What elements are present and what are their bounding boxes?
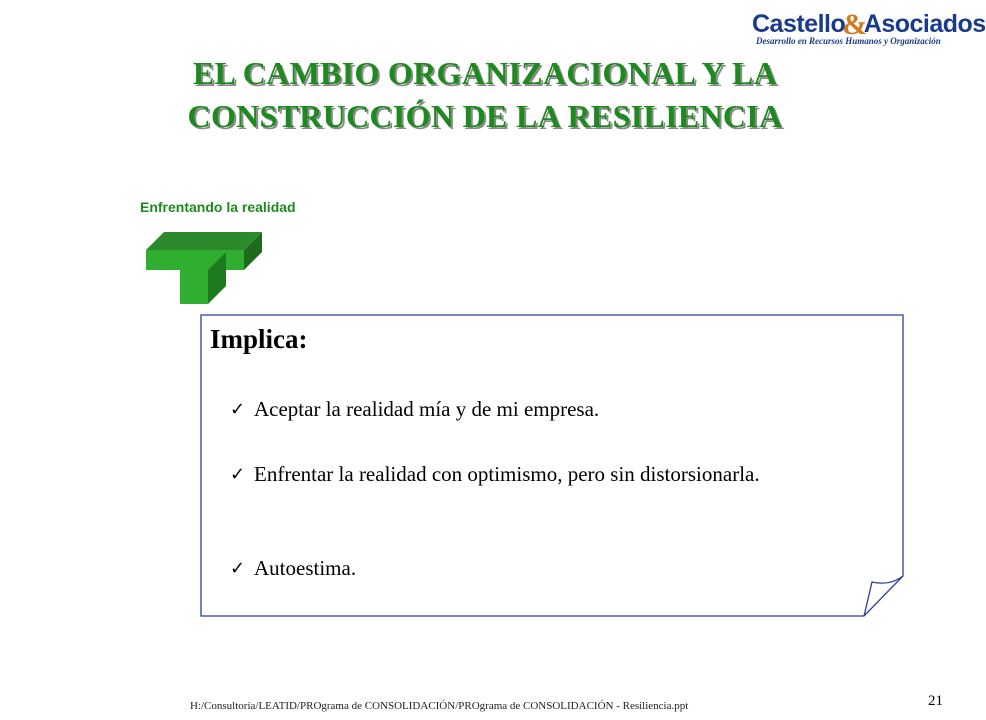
slide-title-line-1: EL CAMBIO ORGANIZACIONAL Y LA <box>192 55 778 91</box>
list-item <box>230 394 896 425</box>
logo-name-part1: Castello <box>752 10 846 38</box>
checkmark-icon: ✓ <box>230 464 246 485</box>
logo-name-part2: Asociados <box>863 10 986 38</box>
footer-file-path: H:/Consultoría/LEATID/PROgrama de CONSOLIDACIÓN/PROgrama de CONSOLIDACIÓN - Resiliencia.ppt <box>190 700 689 712</box>
page-number: 21 <box>928 693 943 709</box>
t-block-icon <box>146 232 262 304</box>
list-item-text: Aceptar la realidad mía y de mi empresa. <box>254 397 600 421</box>
checkmark-icon: ✓ <box>230 558 246 579</box>
implications-box <box>200 314 904 617</box>
logo-tagline: Desarrollo en Recursos Humanos y Organización <box>756 36 941 46</box>
list-item-text: Autoestima. <box>254 556 357 580</box>
list-item <box>230 459 896 490</box>
list-item <box>230 553 896 584</box>
checkmark-icon: ✓ <box>230 399 246 420</box>
section-subtitle: Enfrentando la realidad <box>140 199 296 215</box>
list-item-text: Enfrentar la realidad con optimismo, pero sin distorsionarla. <box>254 462 760 486</box>
logo-wordmark <box>752 6 986 40</box>
slide-title-line-2: CONSTRUCCIÓN DE LA RESILIENCIA <box>187 98 783 134</box>
slide-title <box>0 52 970 138</box>
logo-ampersand: & <box>842 8 867 41</box>
implica-heading: Implica: <box>210 324 308 354</box>
company-logo <box>752 6 986 52</box>
